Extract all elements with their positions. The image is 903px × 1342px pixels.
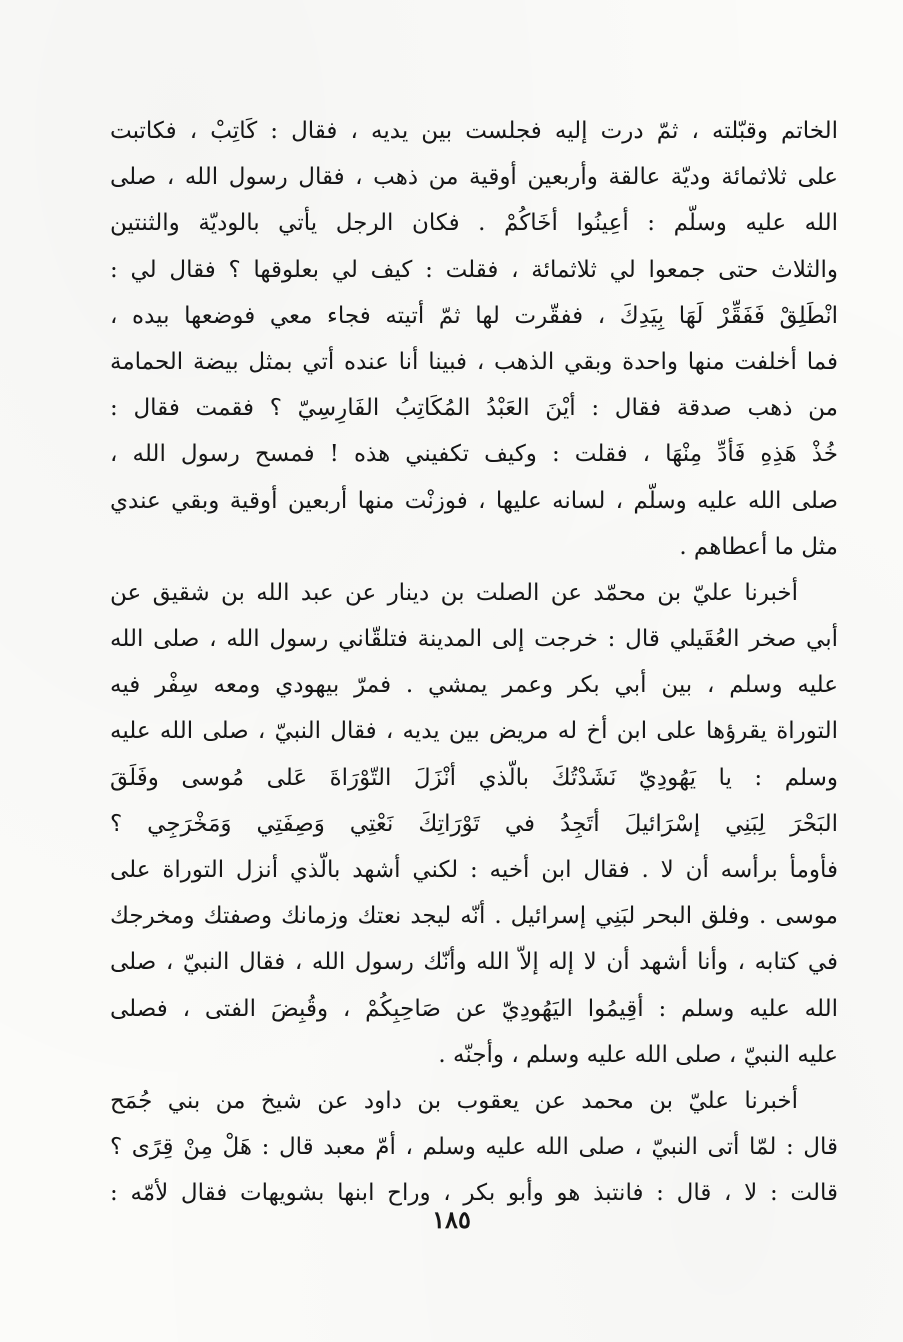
text-line: التوراة يقرؤها على ابن أخ له مريض بين يديه ، فقال النبيّ ، صلى الله عليه (110, 718, 838, 745)
text-line: البَحْرَ لِبَنِي إسْرَائيلَ أتَجِدُ في تَوْرَاتِكَ نَعْتِي وَصِفَتِي وَمَخْرَجِي ؟ (110, 810, 838, 837)
text-line: أخبرنا عليّ بن محمد عن يعقوب بن داود عن شيخ من بني جُمَح (110, 1087, 798, 1114)
paragraph (110, 1078, 838, 1217)
text-line: الله عليه وسلّم : أعِينُوا أخَاكُمْ . فكان الرجل يأتي بالوديّة والثنتين (110, 210, 838, 237)
text-line: أخبرنا عليّ بن محمّد عن الصلت بن دينار عن عبد الله بن شقيق عن (110, 579, 798, 606)
text-line: في كتابه ، وأنا أشهد أن لا إله إلاّ الله وأنّك رسول الله ، فقال النبيّ ، صلى (110, 949, 838, 976)
text-line: خُذْ هَذِهِ فَأدِّ مِنْهَا ، فقلت : وكيف تكفيني هذه ! فمسح رسول الله ، (110, 441, 838, 468)
text-line: أبي صخر العُقَيلي قال : خرجت إلى المدينة فتلقّاني رسول الله ، صلى الله (110, 626, 838, 653)
text-line: قالت : لا ، قال : فانتبذ هو وأبو بكر ، وراح ابنها بشويهات فقال لأمّه : (110, 1180, 838, 1207)
text-line: عليه النبيّ ، صلى الله عليه وسلم ، وأجنّه . (438, 1041, 838, 1068)
paragraph (110, 108, 838, 570)
text-line: وسلم : يا يَهُودِيّ نَشَدْتُكَ بالّذي أنْزَلَ التّوْرَاةَ عَلى مُوسى وفَلَقَ (110, 764, 838, 791)
text-line: صلى الله عليه وسلّم ، لسانه عليها ، فوزنْت منها أربعين أوقية وبقي عندي (110, 487, 838, 514)
page-number: ١٨٥ (432, 1205, 471, 1234)
body-text (110, 108, 838, 1217)
text-line: مثل ما أعطاهم . (679, 533, 838, 560)
text-line: من ذهب صدقة فقال : أيْنَ العَبْدُ المُكَاتِبُ الفَارِسِيّ ؟ فقمت فقال : (110, 395, 838, 422)
text-line: والثلاث حتى جمعوا لي ثلاثمائة ، فقلت : كيف لي بعلوقها ؟ فقال لي : (110, 256, 838, 283)
text-line: فأومأ برأسه أن لا . فقال ابن أخيه : لكني أشهد بالّذي أنزل التوراة على (110, 857, 838, 883)
text-line: موسى . وفلق البحر لبَنِي إسرائيل . أنّه ليجد نعتك وزمانك وصفتك ومخرجك (110, 903, 838, 930)
paragraph (110, 570, 838, 1078)
text-line: الله عليه وسلم : أقِيمُوا اليَهُودِيّ عن صَاحِبِكُمْ ، وقُبِضَ الفتى ، فصلى (110, 995, 838, 1022)
text-line: فما أخلفت منها واحدة وبقي الذهب ، فبينا أنا عنده أتي بمثل بيضة الحمامة (110, 348, 838, 375)
text-line: انْطَلِقْ فَفَقِّرْ لَهَا بِيَدِكَ ، ففقّرت لها ثمّ أتيته فجاء معي فوضعها بيده ، (110, 302, 838, 329)
text-line: الخاتم وقبّلته ، ثمّ درت إليه فجلست بين يديه ، فقال : كَاتِبْ ، فكاتبت (110, 118, 838, 144)
text-line: عليه وسلم ، بين أبي بكر وعمر يمشي . فمرّ بيهودي ومعه سِفْر فيه (110, 672, 838, 699)
text-line: على ثلاثمائة وديّة عالقة وأربعين أوقية من ذهب ، فقال رسول الله ، صلى (110, 164, 838, 191)
text-line: قال : لمّا أتى النبيّ ، صلى الله عليه وسلم ، أمّ معبد قال : هَلْ مِنْ قِرًى ؟ (110, 1134, 838, 1161)
